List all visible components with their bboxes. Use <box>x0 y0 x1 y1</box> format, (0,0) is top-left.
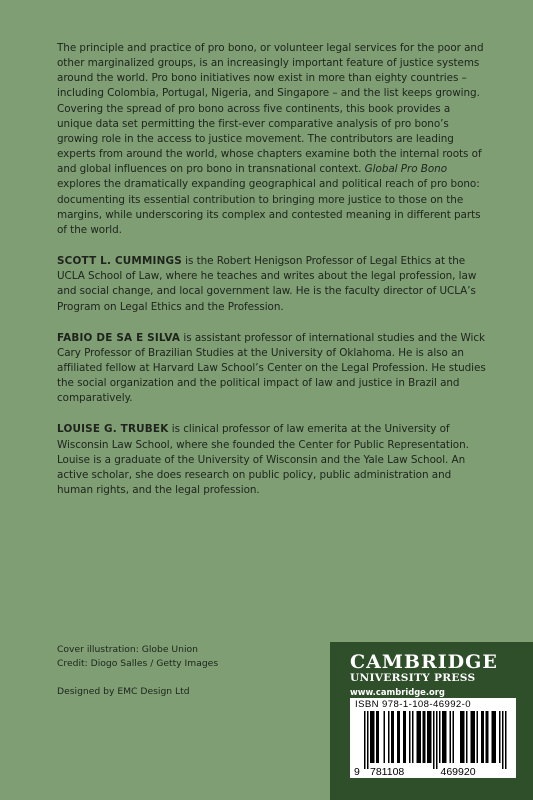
publisher-logo-name: CAMBRIDGE <box>350 651 498 673</box>
barcode-label <box>350 698 516 778</box>
cover-illustration-credit: Cover illustration: Globe Union <box>57 644 198 655</box>
barcode-bar <box>418 711 420 763</box>
barcode-bar <box>433 711 435 769</box>
barcode-bar <box>460 711 462 763</box>
barcode-bar <box>370 711 372 763</box>
barcode-bar <box>442 711 444 763</box>
barcode-bar <box>373 711 375 763</box>
isbn-text: ISBN 978-1-108-46992-0 <box>355 699 471 710</box>
barcode-bar <box>505 711 507 769</box>
barcode-bar <box>367 711 369 769</box>
barcode-bar <box>445 711 447 763</box>
designer-credit: Designed by EMC Design Ltd <box>57 686 190 697</box>
barcode-bar <box>399 711 401 763</box>
barcode-bar <box>364 711 366 769</box>
barcode-bar <box>462 711 464 763</box>
author-bio <box>57 331 487 407</box>
barcode-bar <box>403 711 405 763</box>
barcode-bar <box>397 711 399 763</box>
barcode-bar <box>429 711 431 763</box>
barcode-bar <box>474 711 476 763</box>
barcode-bar <box>483 711 485 763</box>
barcode-bar <box>420 711 422 763</box>
barcode-bar <box>391 711 393 763</box>
author-bio-text: is assistant professor of international studies and the Wick Cary Professor of Brazilian Studies at the University of Oklahoma. He is also an affiliated fellow at Harvard Law School’s Center on the Legal Profession. He studies the social organization and the political impact of law and justice in Brazil and comparatively. <box>57 331 486 405</box>
barcode-bar <box>417 711 419 763</box>
barcode-bar <box>495 711 497 763</box>
barcode-bar <box>477 711 479 763</box>
barcode-bar <box>444 711 446 763</box>
author-name: LOUISE G. TRUBEK <box>57 423 169 436</box>
barcode-bar <box>453 711 455 763</box>
barcode-bar <box>439 711 441 763</box>
barcode-digits: 9 <box>354 766 360 778</box>
barcode-bar <box>466 711 468 763</box>
barcode-bar <box>372 711 374 763</box>
barcode-bar <box>409 711 411 763</box>
cover-credits <box>57 643 218 699</box>
barcode-bar <box>499 711 501 763</box>
barcode-bar <box>450 711 452 763</box>
barcode-bar <box>492 711 494 763</box>
author-bio-text: is the Robert Henigson Professor of Legal Ethics at the UCLA School of Law, where he teaches and writes about the legal profession, law and social change, and local government law. He is the faculty director of UCLA’s Program on Legal Ethics and the Profession. <box>57 255 477 313</box>
barcode-bar <box>388 711 390 763</box>
barcode-bar <box>424 711 426 763</box>
barcode-digits: 781108 <box>370 766 405 778</box>
publisher-logo-subtitle: UNIVERSITY PRESS <box>350 672 476 684</box>
author-bio <box>57 422 487 498</box>
barcode-digits: 469920 <box>440 766 476 778</box>
barcode-bar <box>412 711 414 763</box>
barcode-bar <box>427 711 429 763</box>
barcode-bar <box>378 711 380 763</box>
book-title-italic: Global Pro Bono <box>364 163 447 176</box>
author-name: SCOTT L. CUMMINGS <box>57 255 182 268</box>
barcode-bar <box>376 711 378 763</box>
publisher-url: www.cambridge.org <box>350 687 445 697</box>
author-bio <box>57 254 487 315</box>
barcode-bar <box>384 711 386 763</box>
barcode-bar <box>487 711 489 763</box>
barcode-bar <box>471 711 473 763</box>
photo-credit: Credit: Diogo Salles / Getty Images <box>57 658 219 669</box>
back-cover-text <box>57 41 487 514</box>
barcode-bar <box>423 711 425 763</box>
barcode-bar <box>463 711 465 763</box>
barcode-bar <box>493 711 495 763</box>
author-bio-text: is clinical professor of law emerita at the University of Wisconsin Law School, where she founded the Center for Public Representation. Louise is a graduate of the University of Wisconsin and the Yale Law School. An active scholar, she does research on public policy, public administration and human rights, and the legal profession. <box>57 423 469 497</box>
author-name: FABIO DE SA E SILVA <box>57 331 181 344</box>
barcode-image <box>350 711 516 778</box>
barcode-bar <box>486 711 488 763</box>
barcode-bar <box>436 711 438 769</box>
barcode-bar <box>481 711 483 763</box>
barcode-bar <box>393 711 395 763</box>
book-description: The principle and practice of pro bono, or volunteer legal services for the poor and other marginalized groups, is an increasingly important feature of justice systems around the world. Pro bono initiatives now exist in more than eighty countries – including Colombia, Portugal, Nigeria, and Singapore – and the list keeps growing. Covering the spread of pro bono across five continents, this book provides a unique data set permitting the first-ever comparative analysis of pro bono’s growing role in the access to justice movement. The contributors are leading experts from around the world, whose chapters examine both the internal roots of and global influences on pro bono in transnational context. Global Pro Bono explores the dramatically expanding geographical and political reach of pro bono: documenting its essential contribution to bringing more justice to those on the margins, while underscoring its complex and contested meaning in different parts of the world. <box>57 42 484 236</box>
barcode-bar <box>405 711 407 763</box>
barcode-bar <box>430 711 432 763</box>
barcode-bar <box>502 711 504 769</box>
barcode-bar <box>472 711 474 763</box>
